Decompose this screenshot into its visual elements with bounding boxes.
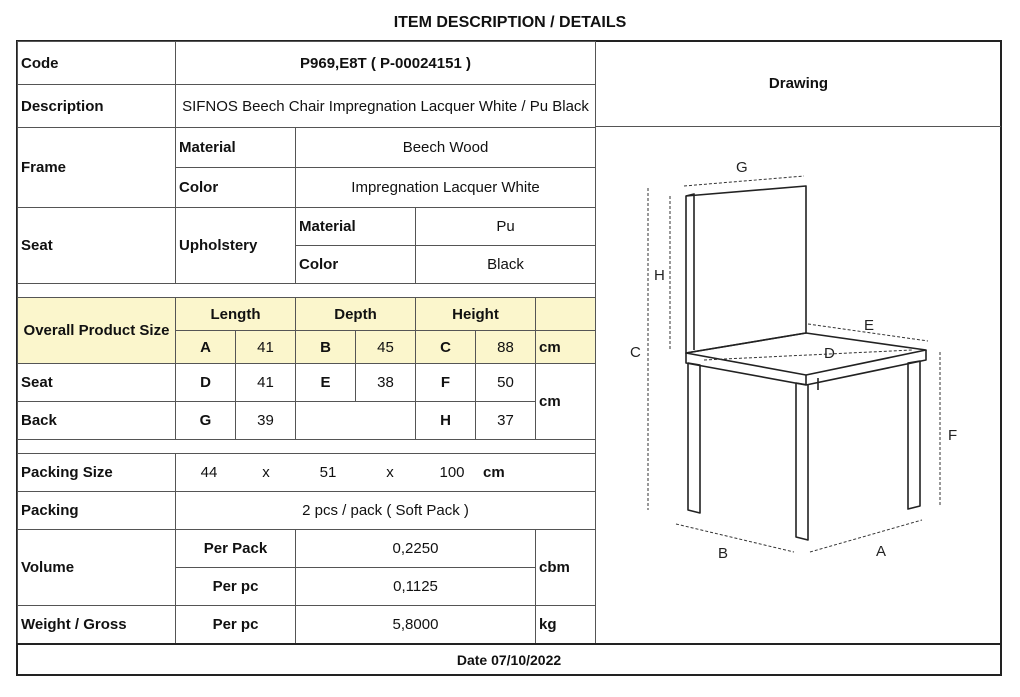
depth-header: Depth [296, 298, 416, 331]
frame-material-value: Beech Wood [296, 128, 596, 168]
volume-per-pack-value: 0,2250 [296, 530, 536, 568]
dim-line-a [810, 520, 922, 552]
description-label: Description [18, 85, 176, 128]
g-value: 39 [236, 402, 296, 440]
drawing-label-f: F [948, 427, 958, 444]
packing-unit: cm [483, 464, 505, 481]
seat-dims-label: Seat [18, 364, 176, 402]
drawing-label-c: C [630, 344, 641, 361]
frame-material-label: Material [176, 128, 296, 168]
seat-material-label: Material [296, 208, 416, 246]
chair-backrest [686, 186, 806, 353]
drawing-header: Drawing [596, 41, 1001, 127]
weight-per-pc-label: Per pc [176, 606, 296, 644]
h-label: H [416, 402, 476, 440]
chair-backrest-edge [686, 194, 694, 350]
g-label: G [176, 402, 236, 440]
spacer-row [18, 440, 596, 454]
chair-leg-front-right [796, 383, 808, 540]
footer-date: Date 07/10/2022 [17, 643, 1001, 675]
seat-upholstery-label: Upholstery [176, 208, 296, 284]
drawing-label-a: A [876, 543, 887, 560]
c-label: C [416, 331, 476, 364]
drawing-label-g: G [736, 159, 748, 176]
height-header: Height [416, 298, 536, 331]
volume-per-pc-label: Per pc [176, 568, 296, 606]
a-value: 41 [236, 331, 296, 364]
back-dims-label: Back [18, 402, 176, 440]
length-header: Length [176, 298, 296, 331]
a-label: A [176, 331, 236, 364]
packing-size-label: Packing Size [18, 454, 176, 492]
drawing-label-e: E [864, 317, 875, 334]
drawing-label-b: B [718, 545, 729, 562]
packing-length: 44 [200, 464, 218, 481]
dim-line-g [684, 176, 804, 186]
seat-color-value: Black [416, 246, 596, 284]
packing-height: 100 [439, 464, 465, 481]
volume-per-pack-label: Per Pack [176, 530, 296, 568]
packing-width: 51 [319, 464, 337, 481]
packing-x-separator: x [262, 464, 270, 481]
dim-line-b [676, 524, 794, 552]
volume-label: Volume [18, 530, 176, 606]
seat-color-label: Color [296, 246, 416, 284]
empty-cell [536, 298, 596, 331]
weight-per-pc-value: 5,8000 [296, 606, 536, 644]
seat-material-value: Pu [416, 208, 596, 246]
chair-leg-front-left [688, 363, 700, 513]
drawing-label-d: D [824, 345, 835, 362]
dims-unit: cm [536, 364, 596, 440]
f-value: 50 [476, 364, 536, 402]
frame-color-value: Impregnation Lacquer White [296, 168, 596, 208]
weight-label: Weight / Gross [18, 606, 176, 644]
volume-unit: cbm [536, 530, 596, 606]
drawing-label-h: H [654, 267, 665, 284]
code-value: P969,E8T ( P-00024151 ) [176, 42, 596, 85]
seat-label: Seat [18, 208, 176, 284]
b-label: B [296, 331, 356, 364]
f-label: F [416, 364, 476, 402]
weight-unit: kg [536, 606, 596, 644]
e-label: E [296, 364, 356, 402]
packing-label: Packing [18, 492, 176, 530]
h-value: 37 [476, 402, 536, 440]
packing-x-separator: x [386, 464, 394, 481]
spacer-row [18, 284, 596, 298]
frame-label: Frame [18, 128, 176, 208]
chair-seat [686, 333, 926, 375]
c-value: 88 [476, 331, 536, 364]
page-title: ITEM DESCRIPTION / DETAILS [393, 14, 627, 31]
packing-size-values [176, 454, 596, 492]
frame-color-label: Color [176, 168, 296, 208]
chair-drawing [596, 128, 1001, 643]
packing-value: 2 pcs / pack ( Soft Pack ) [176, 492, 596, 530]
details-table [17, 41, 596, 644]
code-label: Code [18, 42, 176, 85]
overall-size-label: Overall Product Size [18, 298, 176, 364]
empty-cell [296, 402, 416, 440]
dim-line-d [704, 350, 912, 360]
chair-leg-back-right [908, 361, 920, 509]
d-value: 41 [236, 364, 296, 402]
description-value: SIFNOS Beech Chair Impregnation Lacquer White / Pu Black [176, 85, 596, 128]
b-value: 45 [356, 331, 416, 364]
volume-per-pc-value: 0,1125 [296, 568, 536, 606]
overall-unit: cm [536, 331, 596, 364]
d-label: D [176, 364, 236, 402]
e-value: 38 [356, 364, 416, 402]
